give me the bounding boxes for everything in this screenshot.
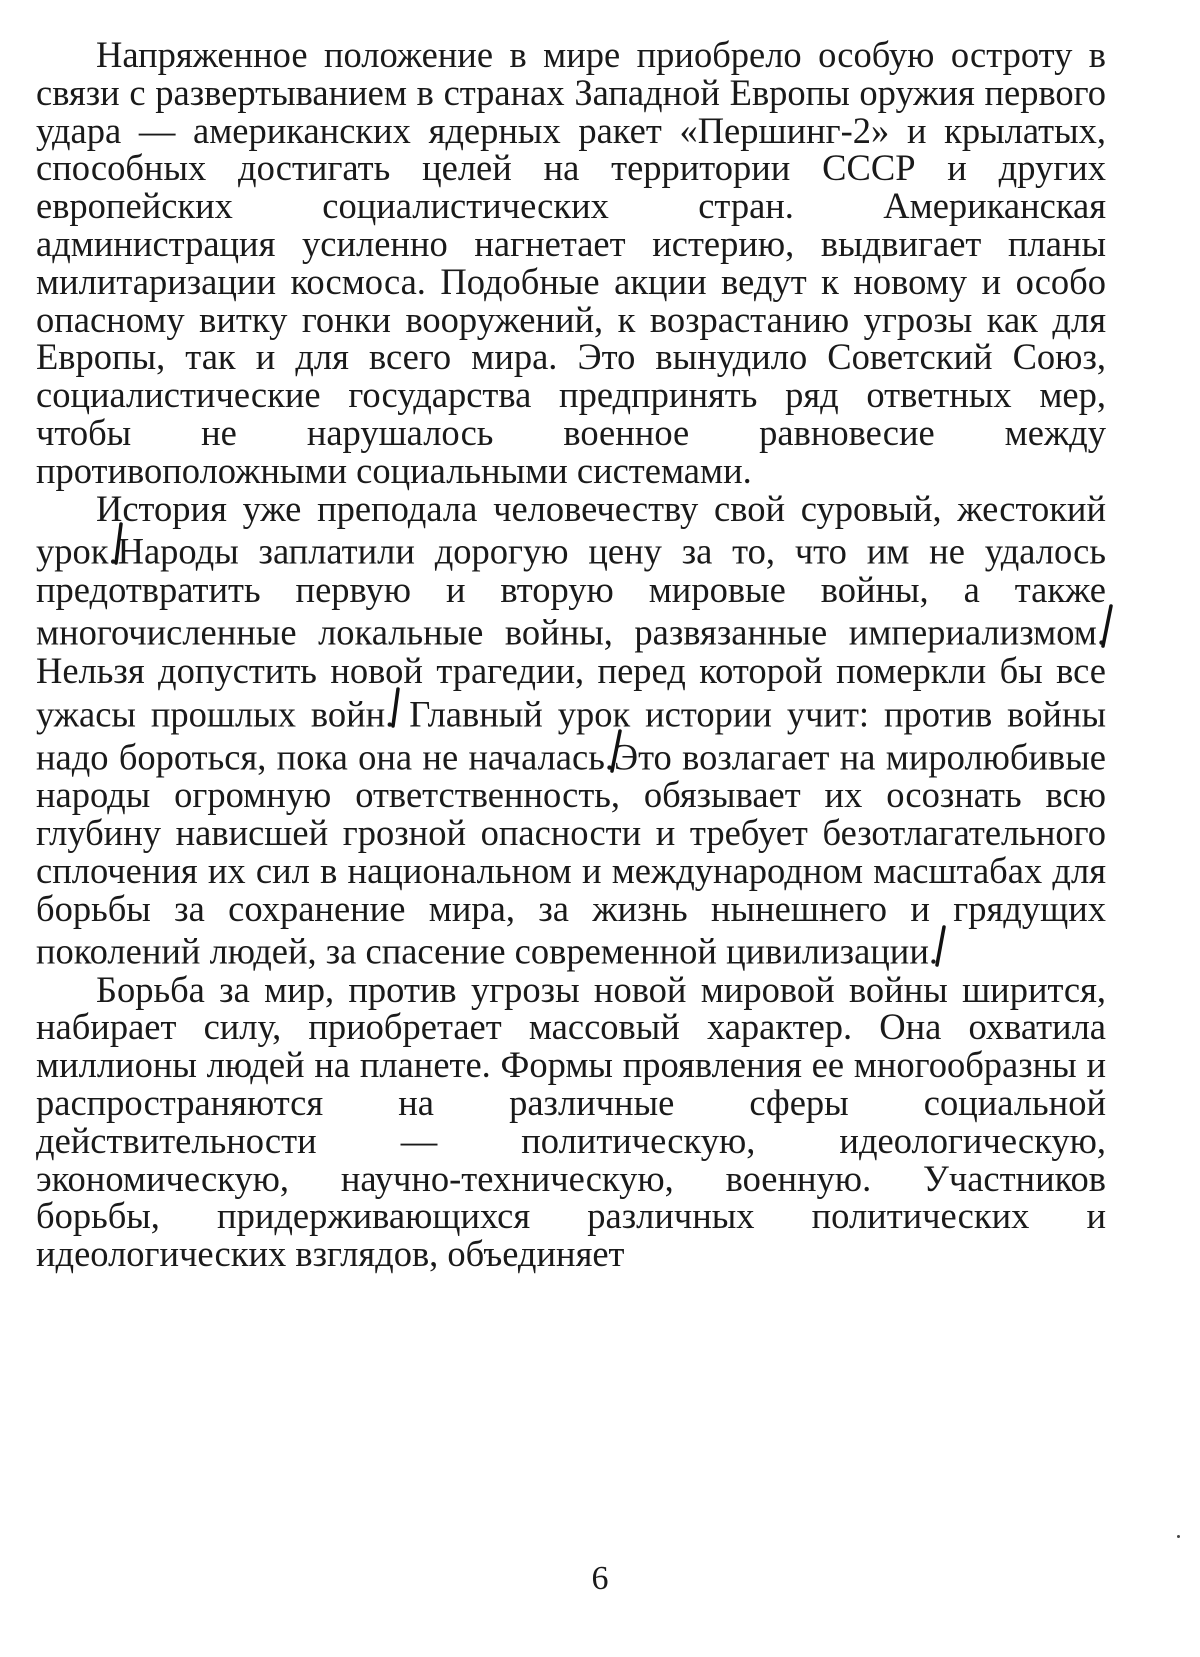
paragraph-3 xyxy=(36,968,1106,1275)
book-page xyxy=(36,36,1106,1636)
paragraph-2-sentence-5: Это возлагает на миролюбивые народы огромную ответственность, обязывает их осознать всю глубину нависшей грозной опасности и требует безотлагательного сплочения их сил в национальном и международном масштабах для борьбы за сохранение мира, за жизнь нынешнего и грядущих поколений людей, за спасение современной цивилизации. xyxy=(36,736,1106,972)
paragraph-2-sentence-1: История уже преподала человечеству свой суровый, жестокий урок. xyxy=(36,487,1106,572)
paragraph-2-sentence-3: Нельзя допустить новой трагедии, перед которой померкли бы все ужасы прошлых войн. xyxy=(36,649,1106,735)
paragraph-2-sentence-2: Народы заплатили дорогую цену за то, что им не удалось предотвратить первую и вторую мировые войны, а также многочисленные локальные войны, развязанные империализмом. xyxy=(36,530,1106,653)
paragraph-2 xyxy=(36,487,1106,972)
paragraph-2-sentence-4: Главный урок истории учит: против войны надо бороться, пока она не началась. xyxy=(36,693,1106,778)
paragraph-1-text: Напряженное положение в мире приобрело особую остроту в связи с развертыванием в странах Западной Европы оружия первого удара — американских ядерных ракет «Першинг-2» и крылатых, способных достигать целей на территории СССР и других европейских социалистических стран. Американская администрация усиленно нагнетает истерию, выдвигает планы милитаризации космоса. Подобные акции ведут к новому и особо опасному витку гонки вооружений, к возрастанию угрозы как для Европы, так и для всего мира. Это вынудило Советский Союз, социалистические государства предпринять ряд ответных мер, чтобы не нарушалось военное равновесие между противоположными социальными системами. xyxy=(36,34,1106,491)
page-number: 6 xyxy=(591,1560,609,1597)
paragraph-3-text: Борьба за мир, против угрозы новой мировой войны ширится, набирает силу, приобретает массовый характер. Она охватила миллионы людей на планете. Формы проявления ее многообразны и распространяются на различные сферы социальной действительности — политическую, идеологическую, экономическую, научно-техническую, военную. Участников борьбы, придерживающихся различных политических и идеологических взглядов, объединяет xyxy=(36,968,1106,1275)
paragraph-1 xyxy=(36,36,1106,490)
print-speck xyxy=(1177,1535,1180,1538)
